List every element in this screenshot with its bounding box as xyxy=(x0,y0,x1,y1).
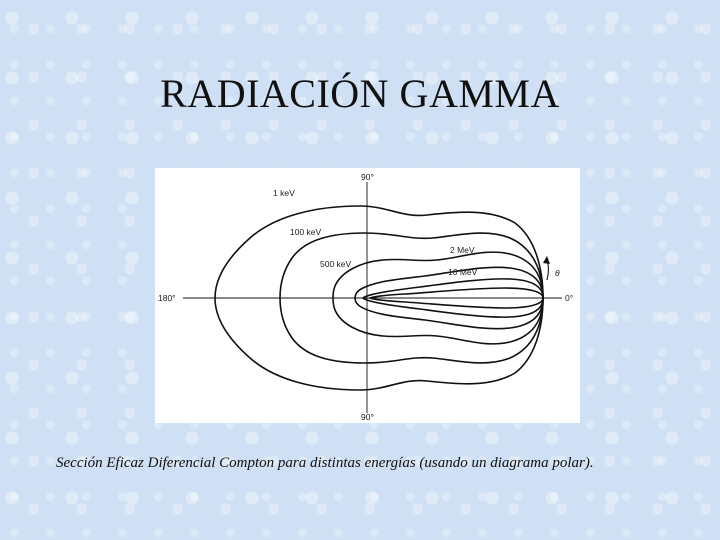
label-10mev: 10 MeV xyxy=(448,267,478,277)
label-0: 0° xyxy=(565,293,574,303)
label-100kev: 100 keV xyxy=(290,227,322,237)
label-90-bottom: 90° xyxy=(361,412,374,422)
label-500kev: 500 keV xyxy=(320,259,352,269)
label-180: 180° xyxy=(158,293,176,303)
label-2mev: 2 MeV xyxy=(450,245,475,255)
polar-diagram-svg xyxy=(155,168,580,423)
slide-title: RADIACIÓN GAMMA xyxy=(160,71,560,116)
label-1kev: 1 keV xyxy=(273,188,295,198)
theta-arrowhead-icon xyxy=(543,256,550,264)
label-theta: θ xyxy=(555,268,560,278)
label-90-top: 90° xyxy=(361,172,374,182)
polar-diagram xyxy=(155,168,580,423)
figure-caption: Sección Eficaz Diferencial Compton para distintas energías (usando un diagrama polar). xyxy=(56,455,594,471)
